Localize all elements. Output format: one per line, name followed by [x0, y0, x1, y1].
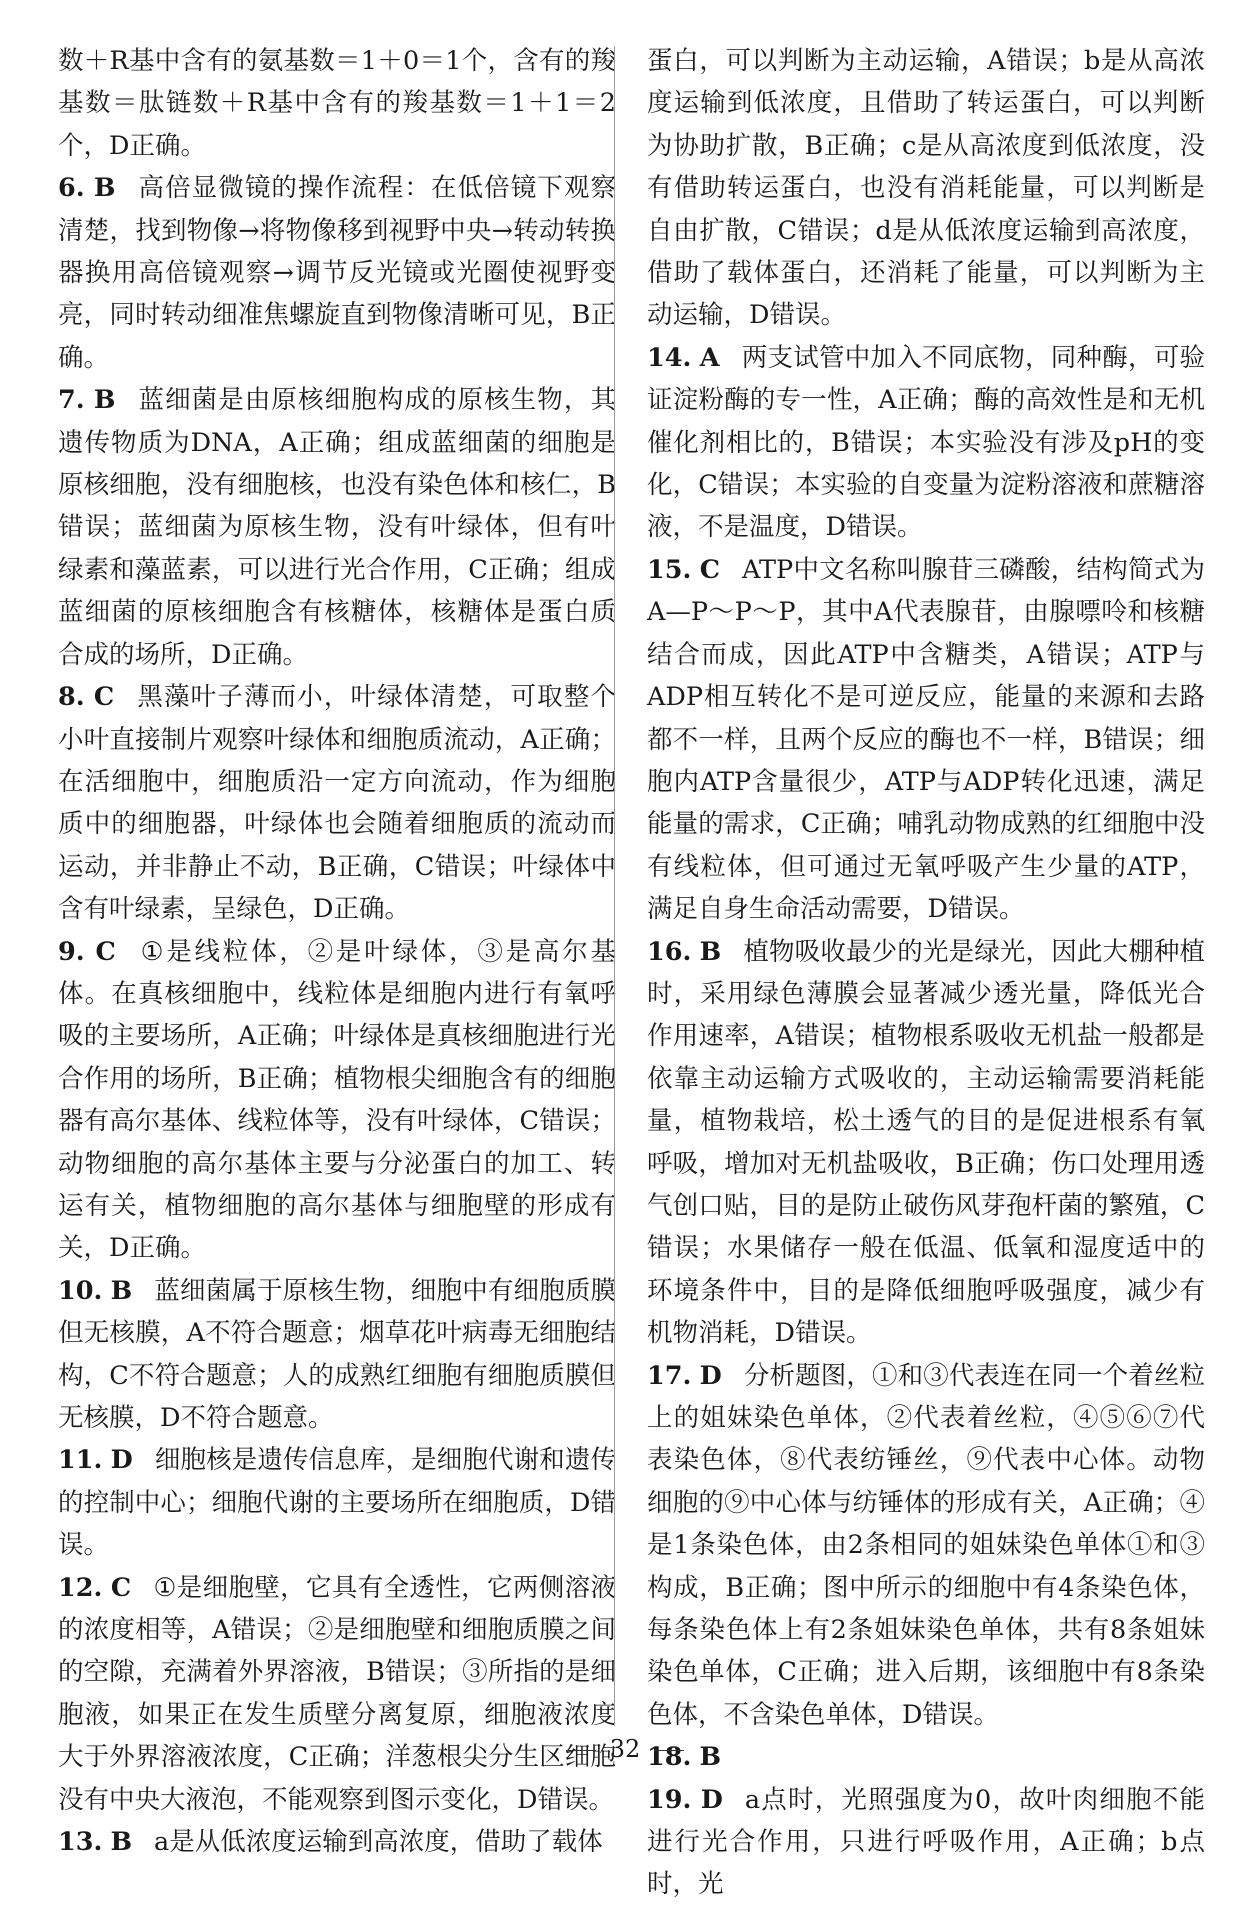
right-para-1: 14. A 两支试管中加入不同底物，同种酶，可验证淀粉酶的专一性，A正确；酶的高效性是和无机催化剂相比的，B错误；本实验没有涉及pH的变化，C错误；本实验的自变量为淀粉溶液和蔗糖溶液，不是温度，D错误。: [647, 342, 1205, 543]
right-para-3: 16. B 植物吸收最少的光是绿光，因此大棚种植时，采用绿色薄膜会显著减少透光量，降低光合作用速率，A错误；植物根系吸收无机盐一般都是依靠主动运输方式吸收的，主动运输需要消耗能量，植物栽培，松土透气的目的是促进根系有氧呼吸，增加对无机盐吸收，B正确；伤口处理用透气创口贴，目的是防止破伤风芽孢杆菌的繁殖，C错误；水果储存一般在低温、低氧和湿度适中的环境条件中，目的是降低细胞呼吸强度，减少有机物消耗，D错误。: [647, 936, 1205, 1349]
page-footer: [0, 1735, 1250, 1763]
footer-dash-left: [566, 1750, 596, 1751]
right-para-4: 17. D 分析题图，①和③代表连在同一个着丝粒上的姐妹染色单体，②代表着丝粒，④⑤⑥⑦代表染色体，⑧代表纺锤丝，⑨代表中心体。动物细胞的⑨中心体与纺锤体的形成有关，A正确；④是1条染色体，由2条相同的姐妹染色单体①和③构成，B正确；图中所示的细胞中有4条染色体，每条染色体上有2条姐妹染色单体，共有8条姐妹染色单体，C正确；进入后期，该细胞中有8条染色体，不含染色单体，D错误。: [647, 1360, 1205, 1730]
left-para-2: 7. B 蓝细菌是由原核细胞构成的原核生物，其遗传物质为DNA，A正确；组成蓝细菌的细胞是原核细胞，没有细胞核，也没有染色体和核仁，B错误；蓝细菌为原核生物，没有叶绿体，但有叶绿素和藻蓝素，可以进行光合作用，C正确；组成蓝细菌的原核细胞含有核糖体，核糖体是蛋白质合成的场所，D正确。: [58, 385, 616, 670]
right-para-0: 蛋白，可以判断为主动运输，A错误；b是从高浓度运输到低浓度，且借助了转运蛋白，可以判断为协助扩散，B正确；c是从高浓度到低浓度，没有借助转运蛋白，也没有消耗能量，可以判断是自由扩散，C错误；d是从低浓度运输到高浓度，借助了载体蛋白，还消耗了能量，可以判断为主动运输，D错误。: [647, 46, 1205, 331]
right-para-2: 15. C ATP中文名称叫腺苷三磷酸，结构简式为A—P～P～P，其中A代表腺苷，由腺嘌呤和核糖结合而成，因此ATP中含糖类，A错误；ATP与ADP相互转化不是可逆反应，能量的来源和去路都不一样，且两个反应的酶也不一样，B错误；细胞内ATP含量很少，ATP与ADP转化迅速，满足能量的需求，C正确；哺乳动物成熟的红细胞中没有线粒体，但可通过无氧呼吸产生少量的ATP，满足自身生命活动需要，D错误。: [647, 554, 1205, 925]
right-para-5: 18. B: [647, 1742, 722, 1773]
column-divider: [614, 46, 615, 1726]
left-para-8: 13. B a是从低浓度运输到高浓度，借助了载体: [58, 1827, 603, 1858]
page-number: 32: [609, 1735, 641, 1763]
left-para-0: 数＋R基中含有的氨基数＝1＋0＝1个，含有的羧基数＝肽链数＋R基中含有的羧基数＝1＋1＝2个，D正确。: [58, 46, 616, 161]
right-para-6: 19. D a点时，光照强度为0，故叶肉细胞不能进行光合作用，只进行呼吸作用，A正确；b点时，光: [647, 1784, 1205, 1900]
left-para-7: 12. C ①是细胞壁，它具有全透性，它两侧溶液的浓度相等，A错误；②是细胞壁和细胞质膜之间的空隙，充满着外界溶液，B错误；③所指的是细胞液，如果正在发生质壁分离复原，细胞液浓度大于外界溶液浓度，C正确；洋葱根尖分生区细胞没有中央大液泡，不能观察到图示变化，D错误。: [58, 1572, 616, 1815]
left-para-6: 11. D 细胞核是遗传信息库，是细胞代谢和遗传的控制中心；细胞代谢的主要场所在细胞质，D错误。: [58, 1445, 616, 1561]
left-para-1: 6. B 高倍显微镜的操作流程：在低倍镜下观察清楚，找到物像→将物像移到视野中央→转动转换器换用高倍镜观察→调节反光镜或光圈使视野变亮，同时转动细准焦螺旋直到物像清晰可见，B正确。: [58, 173, 616, 373]
footer-dash-right: [654, 1750, 684, 1751]
right-column: [647, 40, 1205, 1906]
left-para-3: 8. C 黑藻叶子薄而小，叶绿体清楚，可取整个小叶直接制片观察叶绿体和细胞质流动，A正确；在活细胞中，细胞质沿一定方向流动，作为细胞质中的细胞器，叶绿体也会随着细胞质的流动而运动，并非静止不动，B正确，C错误；叶绿体中含有叶绿素，呈绿色，D正确。: [58, 682, 616, 925]
left-para-4: 9. C ①是线粒体，②是叶绿体，③是高尔基体。在真核细胞中，线粒体是细胞内进行有氧呼吸的主要场所，A正确；叶绿体是真核细胞进行光合作用的场所，B正确；植物根尖细胞含有的细胞器有高尔基体、线粒体等，没有叶绿体，C错误；动物细胞的高尔基体主要与分泌蛋白的加工、转运有关，植物细胞的高尔基体与细胞壁的形成有关，D正确。: [58, 936, 616, 1264]
left-column: [58, 40, 616, 1863]
left-para-5: 10. B 蓝细菌属于原核生物，细胞中有细胞质膜但无核膜，A不符合题意；烟草花叶病毒无细胞结构，C不符合题意；人的成熟红细胞有细胞质膜但无核膜，D不符合题意。: [58, 1275, 616, 1433]
